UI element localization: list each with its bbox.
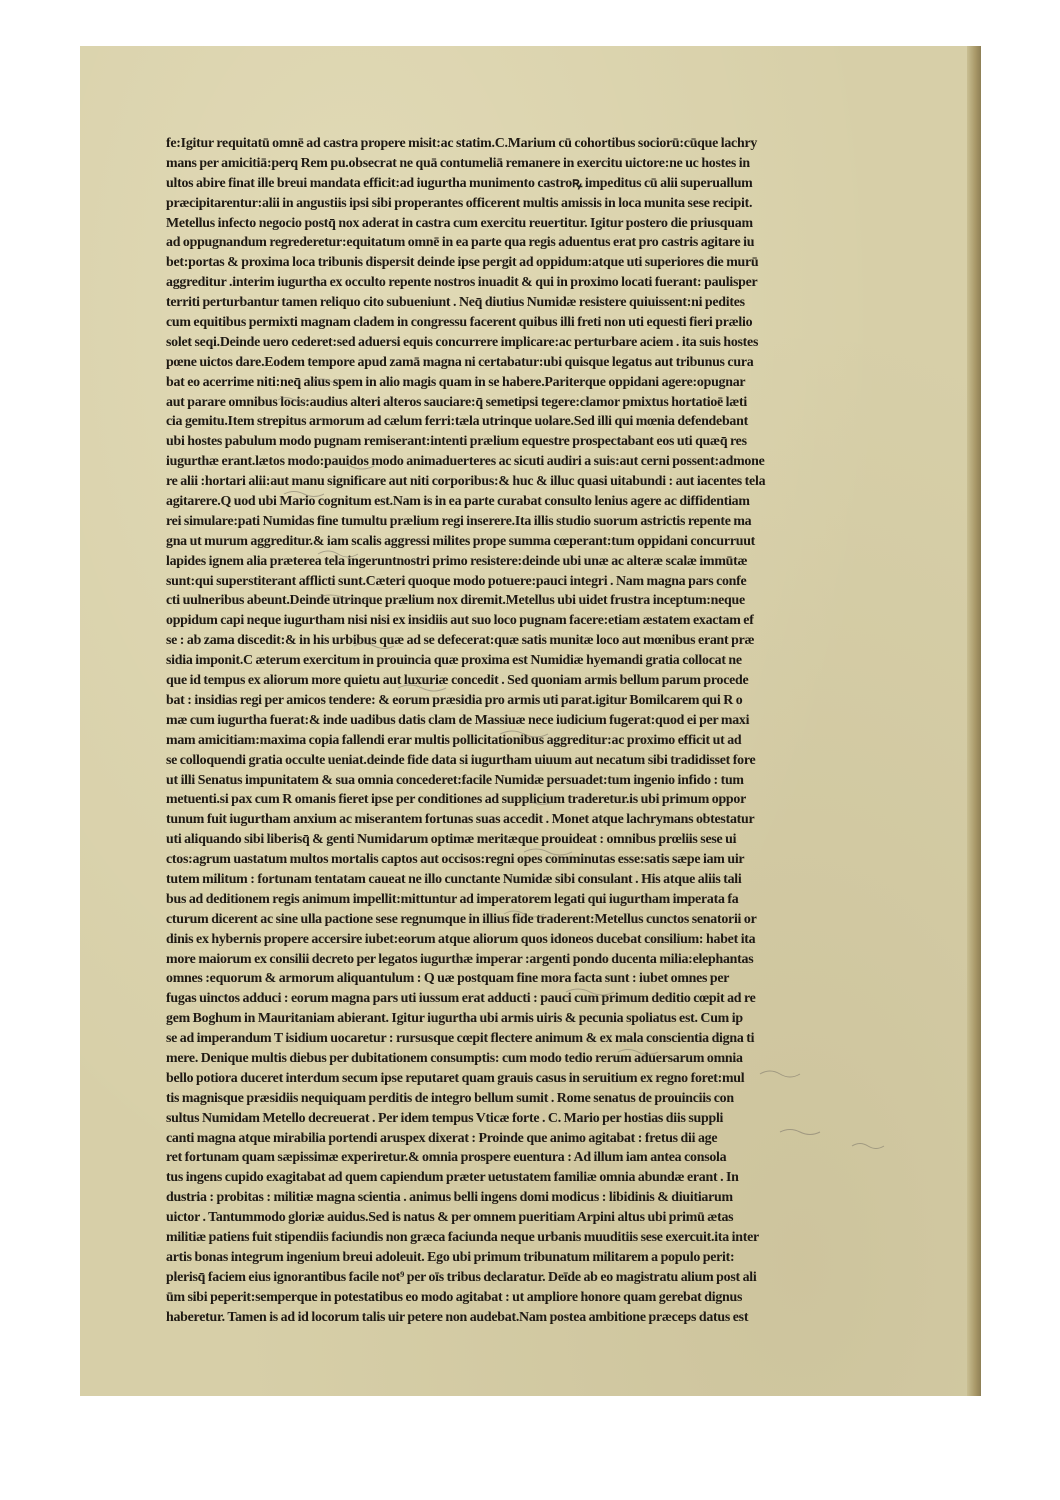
text-line: metuenti.si pax cum R omanis fieret ipse per conditiones ad supplicium traderetur.is ubi primum oppor <box>166 792 747 808</box>
text-line: militiæ patiens fuit stipendiis faciundis non græca faciunda neque urbanis muuditiis sese exercuit.ita inter <box>166 1229 759 1245</box>
text-line: omnes :equorum & armorum aliquantulum : Q uæ postquam fine mora facta sunt : iubet omnes per <box>166 971 730 987</box>
text-line: mere. Denique multis diebus per dubitationem consumptis: cum modo tedio rerum aduersarum omnia <box>166 1050 743 1066</box>
text-line: cti uulneribus abeunt.Deinde utrinque prælium nox diremit.Metellus ubi uidet frustra inceptum:neque <box>166 593 745 609</box>
text-line: præcipitarentur:alii in angustiis ipsi sibi properantes officerent multis amissis in loca munita sese recipit. <box>166 195 753 211</box>
text-line: se : ab zama discedit:& in his urbibus quæ ad se defecerat:quæ satis munitæ loco aut mœnibus erant præ <box>166 633 755 649</box>
text-line: mam amicitiam:maxima copia fallendi erar multis pollicitationibus aggreditur:ac proximo efficit ut ad <box>166 732 742 748</box>
text-line: bat eo acerrime niti:neq̄ alius spem in alio magis quam in se habere.Pariterque oppidani agere:opugnar <box>166 374 746 390</box>
text-line: cturum dicerent ac sine ulla pactione sese regnumque in illius fide traderent:Metellus cunctos senatorii or <box>166 911 757 927</box>
text-line: artis bonas integrum ingenium breui adoleuit. Ego ubi primum tribunatum militarem a populo perit: <box>166 1249 735 1265</box>
text-line: se ad imperandum T isidium uocaretur : rursusque cœpit flectere animum & ex mala conscientia digna ti <box>166 1031 755 1047</box>
scanned-page <box>80 46 981 1396</box>
text-line: ret fortunam quam sæpissimæ experiretur.& omnia prospere euentura : Ad illum iam antea consola <box>166 1150 727 1166</box>
text-line: mæ cum iugurtha fuerat:& inde uadibus datis clam de Massiuæ nece iudicium fugerat:quod ei per maxi <box>166 712 750 728</box>
text-line: territi perturbantur tamen reliquo cito subueniunt . Neq̄ diutius Numidæ resistere quiuissent:ni pedites <box>166 295 745 311</box>
text-line: dustria : probitas : militiæ magna scientia . animus belli ingens domi modicus : libidinis & diuitiarum <box>166 1190 733 1206</box>
text-line: tunum fuit iugurtham anxium ac miserantem fortunas suas accedit . Monet atque lachrymans obtestatur <box>166 812 755 828</box>
text-line: oppidum capi neque iugurtham nisi nisi ex insidiis aut suo loco pugnam facere:etiam æstatem exactam ef <box>166 613 754 629</box>
text-line: bello potiora duceret interdum secum ipse reputaret quam grauis casus in seruitium ex regno foret:mul <box>166 1070 745 1086</box>
text-line: tis magnisque præsidiis nequiquam perditis de integro bellum sumit . Rome senatus de prouinciis con <box>166 1090 734 1106</box>
text-line: tutem militum : fortunam tentatam caueat ne illo cunctante Numidæ sibi consulant . His atque aliis tali <box>166 871 742 887</box>
text-line: sultus Numidam Metello decreuerat . Per idem tempus Vticæ forte . C. Mario per hostias diis suppli <box>166 1110 724 1126</box>
text-line: ctos:agrum uastatum multos mortalis captos aut occisos:regni opes comminutas esse:satis sæpe iam uir <box>166 852 745 868</box>
text-line: solet seqi.Deinde uero cederet:sed aduersi equis concurrere implicare:ac perturbare aciem . ita suis hostes <box>166 334 759 350</box>
text-line: plerisq̄ faciem eius ignorantibus facile not⁹ per oīs tribus declaratur. Deīde ab eo magistratu alium post ali <box>166 1269 757 1285</box>
text-line: agitarere.Q uod ubi Mario cognitum est.Nam is in ea parte curabat consulto lenius agere ac diffidentiam <box>166 494 750 510</box>
text-line: bus ad deditionem regis animum impellit:mittuntur ad imperatorem legati qui iugurtham imperata fa <box>166 891 739 907</box>
text-line: pœne uictos dare.Eodem tempore apud zamā magna ni certabatur:ubi quisque legatus aut tribunus cura <box>166 354 754 370</box>
text-line: bet:portas & proxima loca tribunis dispersit deinde ipse pergit ad oppidum:atque uti superiores die murū <box>166 255 759 271</box>
text-line: Metellus infecto negocio postq̄ nox aderat in castra cum exercitu reuertitur. Igitur postero die priusquam <box>166 215 753 231</box>
text-line: dinis ex hybernis propere accersire iubet:eorum atque aliorum quos idoneos ducebat consilium: habet ita <box>166 931 756 947</box>
text-line: canti magna atque mirabilia portendi aruspex dixerat : Proinde que animo agitabat : fretus dii age <box>166 1130 718 1146</box>
text-line: ad oppugnandum regrederetur:equitatum omnē in ea parte qua regis aduentus erat pro castris agitare iu <box>166 235 755 251</box>
text-line: iugurthæ erant.lætos modo:pauidos modo animaduerteres ac sicuti audiri a suis:aut cerni possent:admone <box>166 454 765 470</box>
text-line: tus ingens cupido exagitabat ad quem capiendum præter uetustatem familiæ omnia abundæ erant . In <box>166 1170 739 1186</box>
text-line: se colloquendi gratia occulte ueniat.deinde fide data si iugurtham uiuum aut necatum sibi tradidisset fore <box>166 752 756 768</box>
text-line: bat : insidias regi per amicos tendere: & eorum præsidia pro armis uti parat.igitur Bomilcarem qui R o <box>166 692 743 708</box>
text-line: aut parare omnibus locis:audius alteri alteros sauciare:q̄ semetipsi tegere:clamor pmixtus hortatioē læti <box>166 394 748 410</box>
text-line: ut illi Senatus impunitatem & sua omnia concederet:facile Numidæ persuadet:tum ingenio infido : tum <box>166 772 744 788</box>
text-line: fugas uinctos adduci : eorum magna pars uti iussum erat adducti : pauci cum primum deditio cœpit ad re <box>166 991 756 1007</box>
text-line: ultos abire finat ille breui mandata efficit:ad iugurtha munimento castroꝶ impeditus cū alii superuallum <box>166 175 753 191</box>
text-line: haberetur. Tamen is ad id locorum talis uir petere non audebat.Nam postea ambitione præceps datus est <box>166 1309 749 1325</box>
page-edge <box>967 46 981 1396</box>
text-line: gem Boghum in Mauritaniam abierant. Igitur iugurtha ubi armis uiris & pecunia spoliatus est. Cum ip <box>166 1011 743 1027</box>
text-line: que id tempus ex aliorum more quietu aut luxuriæ concedit . Sed quoniam armis bellum parum procede <box>166 673 749 689</box>
text-line: re alii :hortari alii:aut manu significare aut niti corporibus:& huc & illuc quasi uitabundi : aut iacentes tela <box>166 474 766 490</box>
text-line: lapides ignem alia præterea tela ingeruntnostri primo resistere:deinde ubi unæ ac alteræ scalæ immūtæ <box>166 553 748 569</box>
text-line: gna ut murum aggreditur.& iam scalis aggressi milites prope summa cœperant:tum oppidani concurruut <box>166 533 756 549</box>
text-line: cum equitibus permixti magnam cladem in congressu facerent quibus illi freti non uti equesti fieri prælio <box>166 315 753 331</box>
text-line: cia gemitu.Item strepitus armorum ad cælum ferri:tæla utrinque uolare.Sed illi qui mœnia defendebant <box>166 414 748 430</box>
text-line: uictor . Tantummodo gloriæ auidus.Sed is natus & per omnem pueritiam Arpini altus ubi primū ætas <box>166 1210 734 1226</box>
text-line: fe:Igitur requitatū omnē ad castra propere misit:ac statim.C.Marium cū cohortibus sociorū:cūque lachry <box>166 136 758 151</box>
text-line: mans per amicitiā:perq Rem pu.obsecrat ne quā contumeliā remanere in exercitu uictore:ne uc hostes in <box>166 155 750 171</box>
text-line: sunt:qui superstiterant afflicti sunt.Cæteri quoque modo potuere:pauci integri . Nam magna pars confe <box>166 573 747 589</box>
text-line: more maiorum ex consilii decreto per legatos iugurthæ imperar :argenti pondo ducenta milia:elephantas <box>166 951 754 967</box>
text-line: ubi hostes pabulum modo pugnam remiserant:intenti prælium equestre prospectabant eos uti quæq̄ res <box>166 434 747 450</box>
text-line: ūm sibi peperit:semperque in potestatibus eo modo agitabat : ut ampliore honore quam gerebat dignus <box>166 1289 743 1305</box>
text-line: rei simulare:pati Numidas fine tumultu prælium regi inserere.Ita illis studio suorum astrictis repente ma <box>166 513 752 529</box>
text-line: sidia imponit.C æterum exercitum in prouincia quæ proxima est Numidiæ hyemandi gratia collocat ne <box>166 653 742 669</box>
text-line: uti aliquando sibi liberisq̄ & genti Numidarum optimæ meritæque prouideat : omnibus prœliis sese ui <box>166 832 737 848</box>
text-line: aggreditur .interim iugurtha ex occulto repente nostros inuadit & qui in proximo locati fuerant: paulisper <box>166 275 758 291</box>
text-block <box>166 134 912 1325</box>
